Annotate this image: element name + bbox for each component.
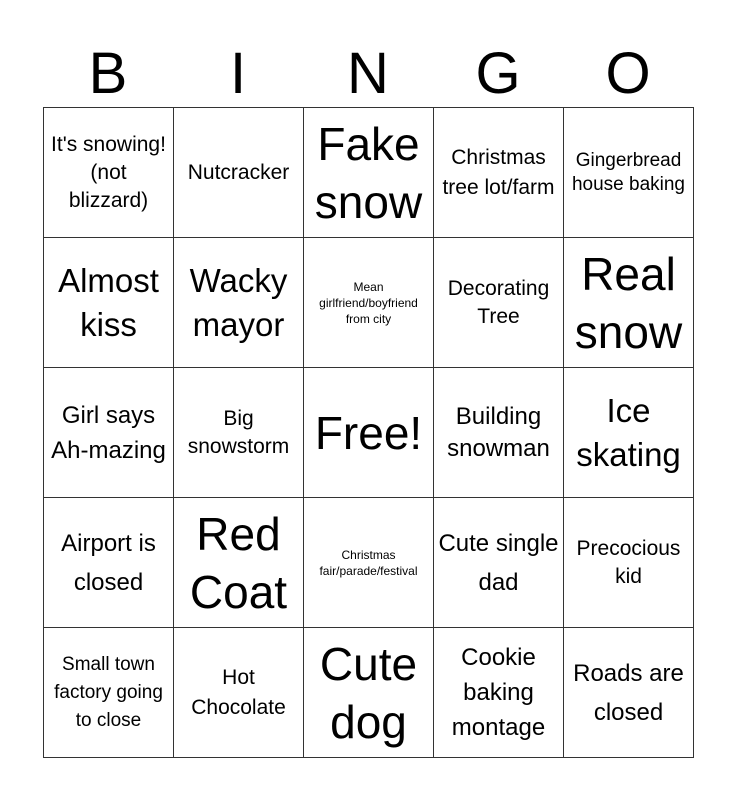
bingo-cell-text: Real snow — [574, 247, 683, 358]
bingo-header — [43, 40, 693, 108]
bingo-cell-text: Gingerbread house baking — [571, 149, 686, 195]
bingo-cell-r1-c1[interactable] — [44, 108, 174, 238]
bingo-cell-r1-c3[interactable] — [304, 108, 434, 238]
free-space-text: Free! — [314, 406, 423, 459]
bingo-cell-r2-c4[interactable] — [434, 238, 564, 368]
bingo-cell-text: It's snowing! (not blizzard) — [51, 132, 166, 212]
bingo-cell-r1-c4[interactable] — [434, 108, 564, 238]
bingo-cell-r3-c2[interactable] — [174, 368, 304, 498]
bingo-cell-r4-c3[interactable] — [304, 498, 434, 628]
bingo-cell-r4-c5[interactable] — [564, 498, 694, 628]
bingo-cell-r5-c2[interactable] — [174, 628, 304, 758]
bingo-cell-r3-c3-free[interactable] — [304, 368, 434, 498]
bingo-cell-text: Girl says Ah-mazing — [51, 401, 166, 464]
bingo-cell-text: Roads are closed — [573, 659, 684, 726]
bingo-cell-r5-c3[interactable] — [304, 628, 434, 758]
bingo-cell-text: Hot Chocolate — [191, 665, 286, 719]
bingo-cell-text: Precocious kid — [576, 536, 681, 588]
bingo-cell-r4-c2[interactable] — [174, 498, 304, 628]
bingo-cell-r1-c5[interactable] — [564, 108, 694, 238]
bingo-cell-text: Red Coat — [189, 507, 288, 618]
header-letter-i: I — [229, 41, 247, 106]
header-letter-b: B — [88, 41, 128, 106]
bingo-cell-text: Decorating Tree — [447, 276, 550, 328]
bingo-cell-text: Cute single dad — [438, 529, 559, 596]
bingo-cell-r1-c2[interactable] — [174, 108, 304, 238]
bingo-cell-r5-c1[interactable] — [44, 628, 174, 758]
bingo-cell-r3-c5[interactable] — [564, 368, 694, 498]
bingo-card-grid — [43, 107, 694, 758]
bingo-cell-text: Fake snow — [314, 117, 423, 228]
bingo-cell-r2-c3[interactable] — [304, 238, 434, 368]
bingo-cell-text: Christmas fair/parade/festival — [319, 547, 418, 578]
header-letter-g: G — [475, 41, 521, 106]
bingo-cell-r5-c4[interactable] — [434, 628, 564, 758]
bingo-cell-text: Building snowman — [447, 402, 550, 462]
bingo-cell-text: Wacky mayor — [189, 261, 288, 343]
bingo-cell-r4-c1[interactable] — [44, 498, 174, 628]
bingo-cell-r3-c4[interactable] — [434, 368, 564, 498]
bingo-cell-r2-c5[interactable] — [564, 238, 694, 368]
header-letter-o: O — [605, 41, 651, 106]
header-letter-n: N — [347, 41, 389, 106]
bingo-cell-text: Ice skating — [576, 391, 681, 473]
bingo-cell-r5-c5[interactable] — [564, 628, 694, 758]
bingo-cell-text: Big snowstorm — [187, 406, 290, 458]
bingo-cell-r2-c2[interactable] — [174, 238, 304, 368]
bingo-cell-text: Cookie baking montage — [451, 644, 546, 741]
bingo-cell-text: Nutcracker — [187, 160, 290, 184]
bingo-cell-text: Cute dog — [319, 637, 418, 748]
bingo-cell-text: Mean girlfriend/boyfriend from city — [319, 279, 418, 326]
bingo-cell-r3-c1[interactable] — [44, 368, 174, 498]
bingo-cell-text: Christmas tree lot/farm — [442, 145, 555, 199]
bingo-cell-text: Almost kiss — [58, 261, 159, 343]
bingo-cell-text: Small town factory going to close — [54, 653, 163, 731]
bingo-cell-r4-c4[interactable] — [434, 498, 564, 628]
bingo-cell-r2-c1[interactable] — [44, 238, 174, 368]
bingo-cell-text: Airport is closed — [61, 529, 156, 596]
